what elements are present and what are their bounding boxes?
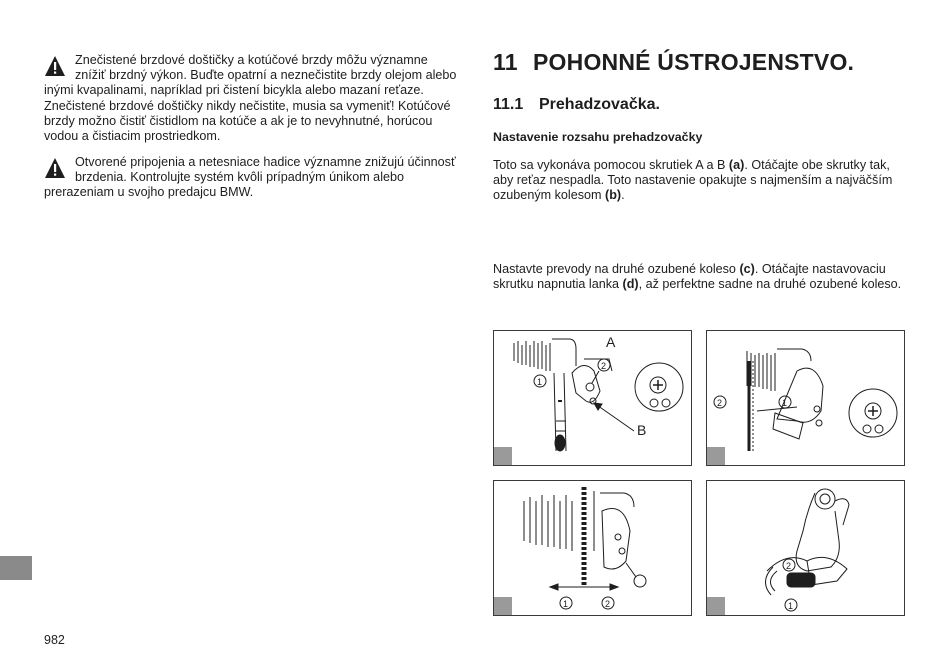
- figure-a-limit-screws: [493, 330, 692, 466]
- figure-letter-box: [707, 447, 725, 465]
- callout-1: 1: [782, 398, 788, 408]
- chain: [554, 373, 566, 451]
- figure-d-cable-tension-screw: [706, 480, 905, 616]
- callout-2: 2: [717, 398, 723, 408]
- paragraph-range-adjustment: [493, 158, 908, 204]
- paragraph-text: . Otáčajte nastavovaciu skrutku napnutia lanka: [493, 262, 886, 292]
- label-A: A: [606, 334, 616, 350]
- derailleur-illustration: [494, 331, 691, 465]
- chapter-number: 11: [493, 49, 518, 75]
- derailleur-illustration: [707, 481, 904, 615]
- page-number: 982: [44, 633, 65, 647]
- paragraph-cable-tension: [493, 262, 908, 292]
- warning-block-hoses: [44, 155, 458, 201]
- derailleur-illustration: [494, 481, 691, 615]
- label-B: B: [637, 422, 647, 438]
- paragraph-text: .: [621, 188, 625, 203]
- figure-b-largest-sprocket: [706, 330, 905, 466]
- warning-triangle-icon: [44, 55, 66, 77]
- callout-2: 2: [601, 361, 607, 371]
- figure-ref-a: (a): [728, 158, 745, 172]
- warning-block-brake-contamination: [44, 53, 458, 144]
- subheading: Nastavenie rozsahu prehadzovačky: [493, 130, 703, 144]
- figure-letter-box: [707, 597, 725, 615]
- figure-c-second-sprocket: [493, 480, 692, 616]
- derailleur-body: [602, 509, 646, 588]
- paragraph-text: . Otáčajte obe skrutky tak, aby reťaz nespadla. Toto nastavenie opakujte s najmenším a najväčším ozubeným kolesom: [493, 158, 893, 203]
- figure-ref-c: (c): [739, 262, 755, 276]
- callout-1: 1: [788, 601, 794, 611]
- warning-text: Otvorené pripojenia a netesniace hadice významne znižujú účinnosť brzdenia. Kontrolujte systém kvôli prípadným únikom alebo prerazeniam u svojho predajcu BMW.: [44, 155, 456, 200]
- section-title: Prehadzovačka.: [539, 96, 660, 113]
- chapter-title: POHONNÉ ÚSTROJENSTVO.: [533, 49, 855, 75]
- chapter-heading: [493, 49, 854, 76]
- screw-detail-circle: [849, 389, 897, 437]
- figure-ref-b: (b): [605, 188, 622, 203]
- warning-text: Znečistené brzdové doštičky a kotúčové brzdy môžu významne znížiť brzdný výkon. Buďte opatrní a neznečistite brzdy olejom alebo inými kvapalinami, napríklad pri čistení bicykla alebo mazaní reťaze. Znečistené brzdové doštičky nikdy nečistite, musia sa vymeniť! Kotúčové brzdy možno čistiť čistidlom na kotúče a ak je to nevyhnutné, horúcou vodou a čistiacim prostriedkom.: [44, 53, 457, 144]
- cassette-sprockets: [747, 349, 811, 391]
- figure-letter-box: [494, 597, 512, 615]
- callout-2: 2: [786, 561, 792, 571]
- callout-1: 1: [563, 599, 569, 609]
- figure-letter-box: [494, 447, 512, 465]
- callout-1: 1: [537, 377, 543, 387]
- section-number: 11.1: [493, 96, 524, 113]
- chapter-thumb-tab: [0, 556, 32, 580]
- derailleur-illustration: [707, 331, 904, 465]
- cassette-sprockets: [514, 339, 576, 371]
- warning-triangle-icon: [44, 157, 66, 179]
- figure-ref-d: (d): [622, 277, 639, 292]
- screw-detail-circle: [635, 363, 683, 411]
- section-heading: [493, 96, 660, 114]
- paragraph-text: , až perfektne sadne na druhé ozubené koleso.: [638, 277, 902, 292]
- paragraph-text: Toto sa vykonáva pomocou skrutiek A a B: [493, 158, 729, 172]
- cassette-sprockets: [524, 491, 634, 551]
- paragraph-text: Nastavte prevody na druhé ozubené koleso: [493, 262, 740, 276]
- callout-2: 2: [605, 599, 611, 609]
- derailleur-body: [767, 489, 849, 585]
